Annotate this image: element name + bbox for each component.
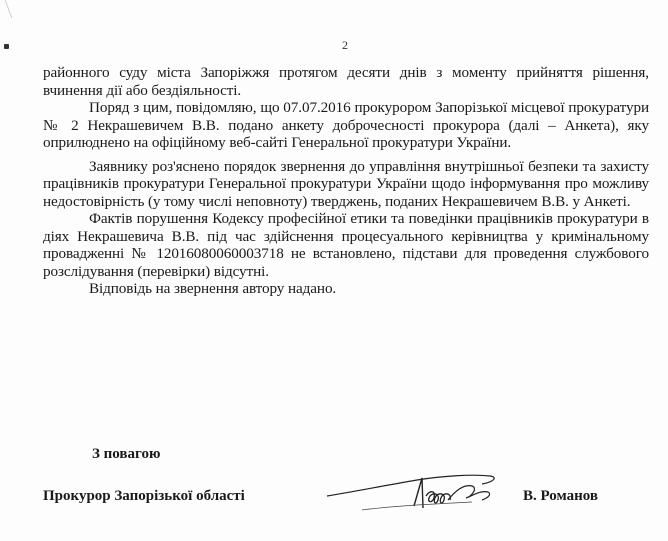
paragraph-1: районного суду міста Запоріжжя протягом десяти днів з моменту прийняття рішення, вчинення дії або бездіяльності.	[43, 64, 649, 99]
letter-body	[43, 64, 649, 298]
paragraph-2: Поряд з цим, повідомляю, що 07.07.2016 прокурором Запорізької місцевої прокуратури № 2 Некрашевичем В.В. подано анкету доброчесності прокурора (далі – Анкета), яку оприлюднено на офіційному веб-сайті Генеральної прокуратури України.	[43, 99, 649, 151]
scan-dot-mark	[4, 44, 9, 49]
page-number: 2	[342, 38, 348, 52]
signer-name: В. Романов	[523, 488, 598, 504]
handwritten-signature	[322, 466, 512, 526]
paragraph-4: Фактів порушення Кодексу професійної етики та поведінки працівників прокуратури в діях Некрашевича В.В. під час здійснення процесуального керівництва у кримінальному провадженні № 12016080060003718 не встановлено, підстави для проведення службового розслідування (перевірки) відсутні.	[43, 210, 649, 280]
closing-phrase: З повагою	[92, 446, 161, 462]
signer-title: Прокурор Запорізької області	[43, 488, 245, 504]
paragraph-5: Відповідь на звернення автору надано.	[89, 280, 337, 297]
paragraph-3: Заявнику роз'яснено порядок звернення до управління внутрішньої безпеки та захисту працівників прокуратури Генеральної прокуратури України щодо інформування про можливу недостовірність (у тому числі неповноту) тверджень, поданих Некрашевичем В.В. у Анкеті.	[43, 157, 649, 210]
scan-edge-mark	[5, 0, 21, 18]
